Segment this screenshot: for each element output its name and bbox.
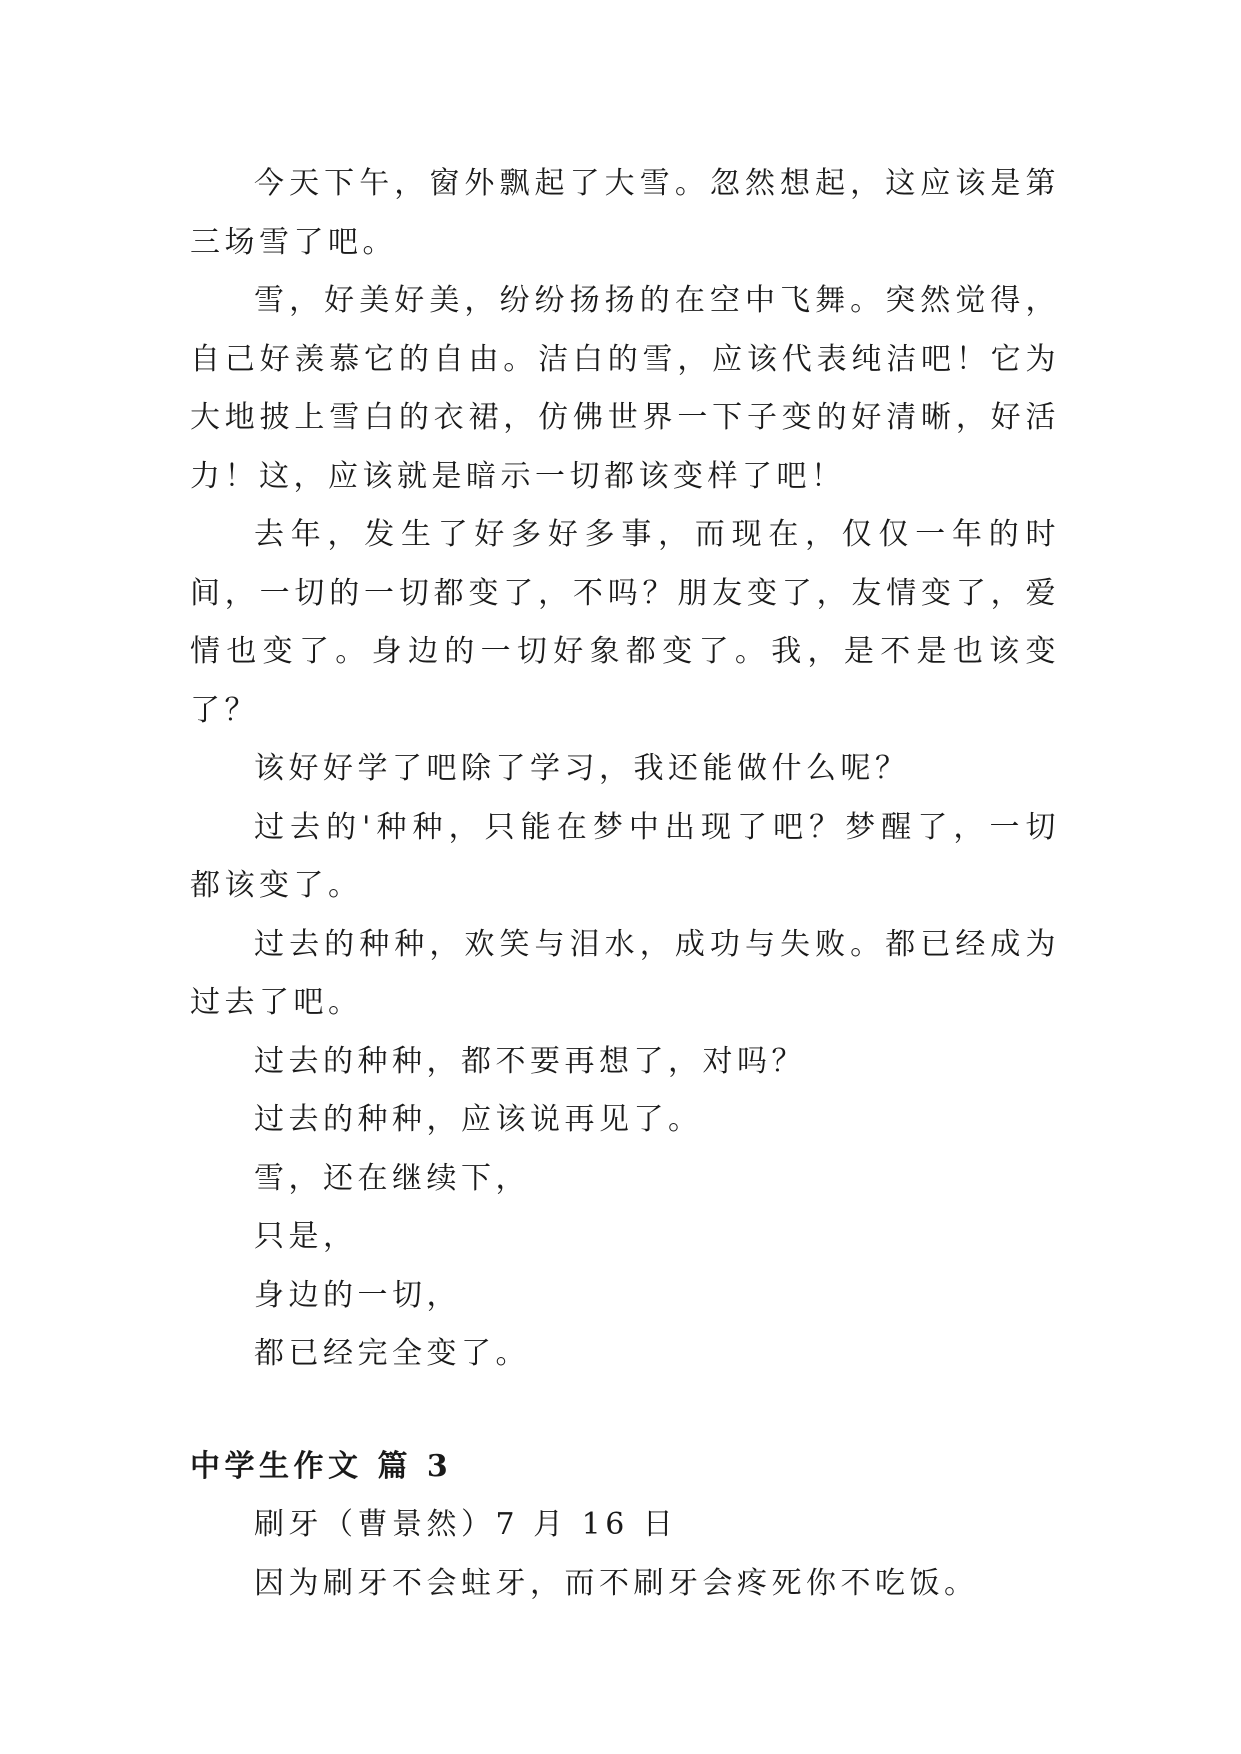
paragraph: 只是， bbox=[254, 1219, 358, 1254]
paragraph: 雪，好美好美，纷纷扬扬的在空中飞舞。突然觉得，自己好羡慕它的自由。洁白的雪，应该代表纯洁吧！它为大地披上雪白的衣裙，仿佛世界一下子变的好清晰，好活力！这，应该就是暗示一切都该变样了吧！ bbox=[190, 283, 1060, 494]
paragraph: 过去的种种，应该说再见了。 bbox=[254, 1102, 703, 1137]
paragraph: 今天下午，窗外飘起了大雪。忽然想起，这应该是第三场雪了吧。 bbox=[190, 166, 1060, 260]
paragraph: 去年，发生了好多好多事，而现在，仅仅一年的时间，一切的一切都变了，不吗？朋友变了，友情变了，爱情也变了。身边的一切好象都变了。我，是不是也该变了？ bbox=[190, 517, 1060, 728]
paragraph: 过去的种种，都不要再想了，对吗？ bbox=[254, 1043, 806, 1079]
document-body bbox=[190, 155, 1060, 1613]
paragraph: 都已经完全变了。 bbox=[254, 1336, 530, 1371]
paragraph: 因为刷牙不会蛀牙，而不刷牙会疼死你不吃饭。 bbox=[254, 1565, 979, 1601]
section-heading: 中学生作文 篇 3 bbox=[190, 1448, 453, 1484]
paragraph: 刷牙（曹景然）7 月 16 日 bbox=[254, 1507, 678, 1542]
paragraph: 过去的种种，欢笑与泪水，成功与失败。都已经成为过去了吧。 bbox=[190, 926, 1060, 1020]
paragraph: 雪，还在继续下， bbox=[254, 1160, 530, 1196]
paragraph: 身边的一切， bbox=[254, 1277, 461, 1313]
paragraph: 该好好学了吧除了学习，我还能做什么呢？ bbox=[254, 751, 910, 786]
paragraph: 过去的'种种，只能在梦中出现了吧？梦醒了，一切都该变了。 bbox=[190, 809, 1060, 903]
